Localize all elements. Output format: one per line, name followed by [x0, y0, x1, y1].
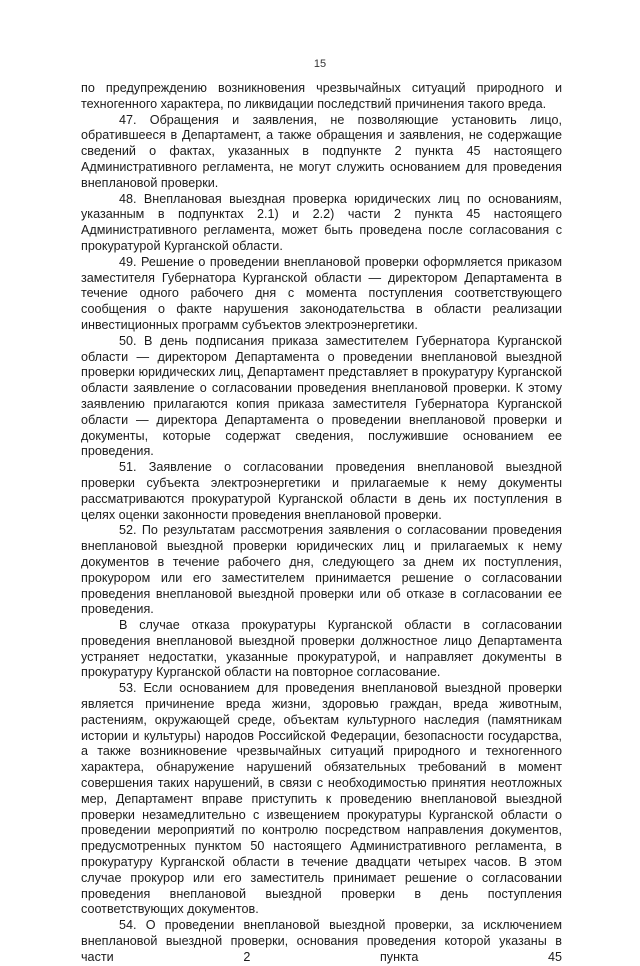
paragraph: В случае отказа прокуратуры Курганской области в согласовании проведения внеплановой выездной проверки должностное лицо Департамента устраняет недостатки, указанные прокуратурой, и направляет документы в прокуратуру Курганской области на повторное согласование.	[81, 618, 562, 680]
body-text	[81, 81, 562, 966]
paragraph: 51. Заявление о согласовании проведения внеплановой выездной проверки субъекта электроэнергетики и прилагаемые к нему документы рассматриваются прокуратурой Курганской области в день их поступления в целях оценки законности проведения внеплановой проверки.	[81, 460, 562, 522]
paragraph: 48. Внеплановая выездная проверка юридических лиц по основаниям, указанным в подпунктах 2.1) и 2.2) части 2 пункта 45 настоящего Административного регламента, может быть проведена после согласования с прокуратурой Курганской области.	[81, 191, 562, 253]
paragraph: 47. Обращения и заявления, не позволяющие установить лицо, обратившееся в Департамент, а также обращения и заявления, не содержащие сведений о фактах, указанных в подпункте 2 пункта 45 настоящего Административного регламента, не могут служить основанием для проведения внеплановой проверки.	[81, 112, 562, 190]
paragraph: 53. Если основанием для проведения внеплановой выездной проверки является причинение вреда жизни, здоровью граждан, вреда животным, растениям, окружающей среде, объектам культурного наследия (памятникам истории и культуры) народов Российской Федерации, безопасности государства, а также возникновение чрезвычайных ситуаций природного и техногенного характера, обнаружение нарушений обязательных требований в момент совершения таких нарушений, в связи с необходимостью принятия неотложных мер, Департамент вправе приступить к проведению внеплановой выездной проверки незамедлительно с извещением прокуратуры Курганской области о проведении мероприятий по контролю посредством направления документов, предусмотренных пунктом 50 настоящего Административного регламента, в прокуратуру Курганской области в течение двадцати четырех часов. В этом случае прокурор или его заместитель принимает решение о согласовании проведения внеплановой выездной проверки в день поступления соответствующих документов.	[81, 681, 562, 917]
paragraph: по предупреждению возникновения чрезвычайных ситуаций природного и техногенного характера, по ликвидации последствий причинения такого вреда.	[81, 81, 562, 111]
paragraph: 52. По результатам рассмотрения заявления о согласовании проведения внеплановой выездной проверки юридических лиц и прилагаемых к нему документов в течение рабочего дня, следующего за днем их поступления, прокурором или его заместителем принимается решение о согласовании проведения внеплановой выездной проверки или об отказе в согласовании ее проведения.	[81, 523, 562, 617]
page-number: 15	[313, 58, 327, 70]
paragraph: 50. В день подписания приказа заместителем Губернатора Курганской области — директором Департамента о проведении внеплановой выездной проверки юридических лиц, Департамент представляет в прокуратуру Курганской области заявление о согласовании проведения внеплановой проверки. К этому заявлению прилагаются копия приказа заместителя Губернатора Курганской области — директора Департамента о проведении внеплановой проверки и документы, которые содержат сведения, послужившие основанием ее проведения.	[81, 333, 562, 459]
paragraph: 49. Решение о проведении внеплановой проверки оформляется приказом заместителя Губернатора Курганской области — директором Департамента в течение одного рабочего дня с момента поступления соответствующего сообщения о факте нарушения законодательства в области реализации инвестиционных программ субъектов электроэнергетики.	[81, 254, 562, 332]
paragraph: 54. О проведении внеплановой выездной проверки, за исключением внеплановой выездной проверки, основания проведения которой указаны в части 2 пункта 45	[81, 918, 562, 964]
